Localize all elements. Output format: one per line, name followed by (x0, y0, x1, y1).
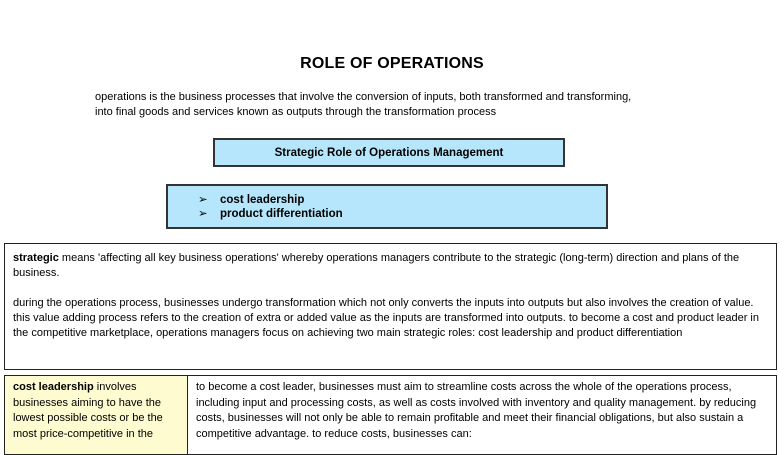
cost-leadership-detail-text: to become a cost leader, businesses must aim to streamline costs across the whole of the operations process, including input and processing costs, as well as costs involved with inventory and quality management. by reducing costs, businesses will not only be able to remain profitable and meet their financial obligations, but also sustain a competitive advantage. to reduce costs, businesses can: (196, 381, 757, 440)
intro-line-1: operations is the business processes that involve the conversion of inputs, both transformed and transforming, (95, 91, 632, 103)
strategic-term: strategic (13, 252, 59, 264)
role-item-cost-leadership: cost leadership (220, 194, 305, 206)
cost-leadership-definition-box (4, 375, 188, 455)
page-title: ROLE OF OPERATIONS (300, 55, 484, 72)
strategic-explanation-box (4, 243, 777, 370)
strategic-definition (13, 251, 768, 281)
cost-leadership-term: cost leadership (13, 381, 94, 393)
intro-line-2: into final goods and services known as outputs through the transformation process (95, 106, 497, 118)
strategic-role-box (213, 138, 565, 167)
list-item (198, 207, 606, 221)
role-item-product-differentiation: product differentiation (220, 208, 343, 220)
strategic-role-label: Strategic Role of Operations Management (274, 146, 504, 159)
cost-leadership-detail-box (187, 375, 777, 455)
list-item (198, 193, 606, 207)
strategic-definition-text: means 'affecting all key business operations' whereby operations managers contribute to the strategic (long-term) direction and plans of the business. (13, 252, 740, 279)
intro-text (95, 90, 695, 120)
cost-leadership-definition-text: involves businesses aiming to have the lowest possible costs or be the most price-competitive in the (13, 381, 163, 440)
operations-process-paragraph: during the operations process, businesses undergo transformation which not only converts the inputs into outputs but also involves the creation of value. this value adding process refers to the creation of extra or added value as the inputs are transformed into outputs. to become a cost and product leader in the competitive marketplace, operations managers focus on achieving two main strategic roles: cost leadership and product differentiation (13, 297, 759, 339)
arrow-bullet-icon: ➢ (198, 194, 208, 206)
arrow-bullet-icon: ➢ (198, 208, 208, 220)
strategic-roles-list (166, 184, 608, 229)
